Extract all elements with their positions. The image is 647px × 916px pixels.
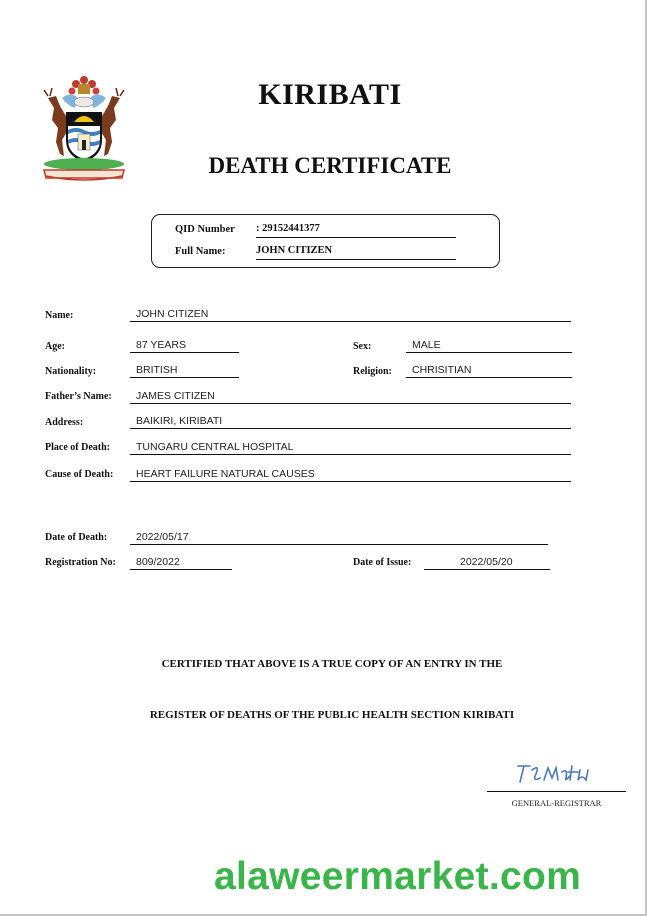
registrar-title: GENERAL-REGISTRAR [511, 798, 602, 808]
nationality-label: Nationality: [45, 366, 97, 377]
father-name-label: Father’s Name: [45, 391, 112, 402]
document-title: DEATH CERTIFICATE [208, 153, 452, 178]
name-label: Name: [45, 310, 74, 321]
age-value: 87 YEARS [130, 339, 239, 353]
date-of-issue-value: 2022/05/20 [424, 556, 550, 570]
name-value: JOHN CITIZEN [130, 308, 571, 322]
religion-label: Religion: [353, 366, 392, 377]
father-name-value: JAMES CITIZEN [130, 390, 571, 404]
qid-value: : 29152441377 [256, 223, 456, 238]
cause-of-death-value: HEART FAILURE NATURAL CAUSES [130, 468, 571, 482]
id-box [151, 214, 500, 268]
nationality-value: BRITISH [130, 364, 239, 378]
certification-line-2: REGISTER OF DEATHS OF THE PUBLIC HEALTH SECTION KIRIBATI [149, 709, 515, 721]
full-name-value: JOHN CITIZEN [256, 245, 456, 260]
address-value: BAIKIRI, KIRIBATI [130, 415, 571, 429]
signature-icon [510, 758, 600, 788]
religion-value: CHRISITIAN [406, 364, 572, 378]
place-of-death-label: Place of Death: [45, 442, 110, 453]
sex-value: MALE [406, 339, 572, 353]
place-of-death-value: TUNGARU CENTRAL HOSPITAL [130, 441, 571, 455]
certification-line-1: CERTIFIED THAT ABOVE IS A TRUE COPY OF AN ENTRY IN THE [161, 658, 503, 670]
country-title: KIRIBATI [258, 78, 402, 111]
age-label: Age: [45, 341, 65, 352]
full-name-label: Full Name: [175, 246, 226, 257]
date-of-death-label: Date of Death: [45, 532, 108, 543]
date-of-death-value: 2022/05/17 [130, 531, 548, 545]
registration-no-label: Registration No: [45, 557, 116, 568]
sex-label: Sex: [353, 341, 372, 352]
registration-no-value: 809/2022 [130, 556, 232, 570]
coat-of-arms-icon [34, 70, 134, 186]
watermark-text: alaweermarket.com [214, 855, 582, 898]
qid-label: QID Number [175, 224, 235, 235]
date-of-issue-label: Date of Issue: [353, 557, 412, 568]
cause-of-death-label: Cause of Death: [45, 469, 114, 480]
address-label: Address: [45, 417, 84, 428]
signature-line [487, 791, 626, 792]
